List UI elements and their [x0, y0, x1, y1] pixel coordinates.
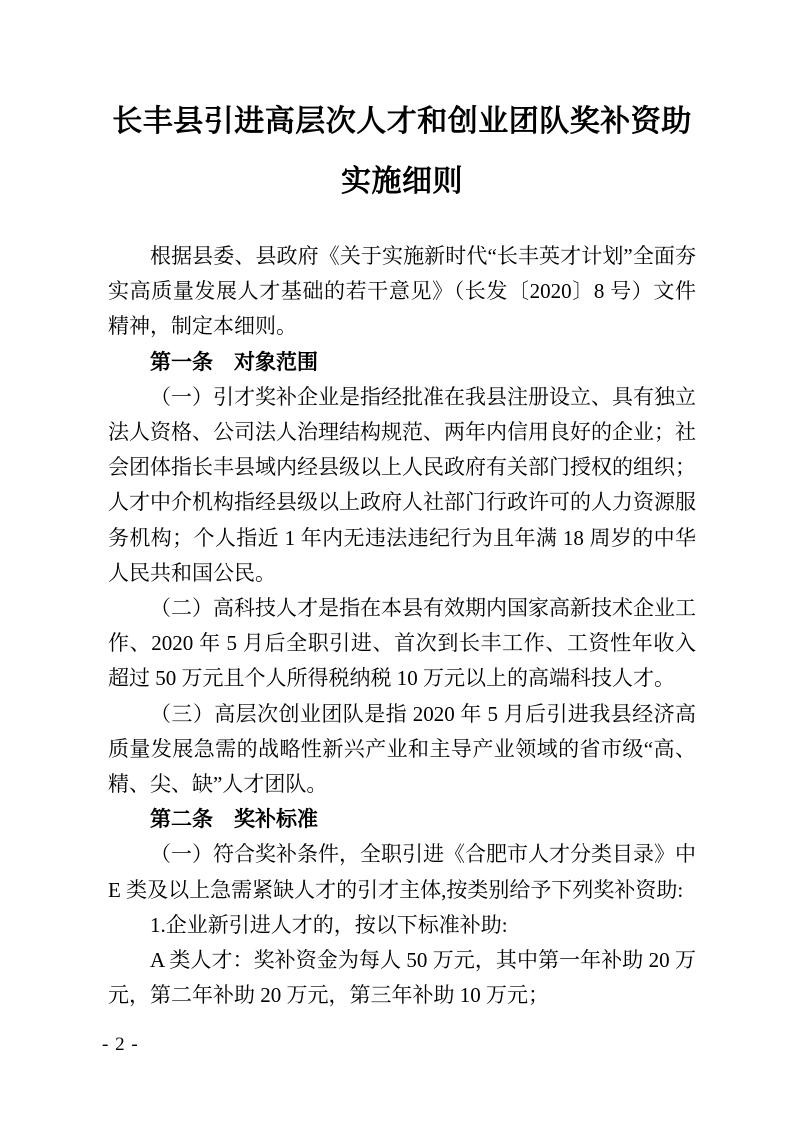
- paragraph-article1-item2: （二）高科技人才是指在本县有效期内国家高新技术企业工作、2020 年 5 月后全职引进、首次到长丰工作、工资性年收入超过 50 万元且个人所得税纳税 10 万元以上的高端科技人才。: [108, 596, 696, 691]
- document-title-line-1: 长丰县引进高层次人才和创业团队奖补资助: [112, 105, 692, 138]
- page-number: - 2 -: [102, 1034, 139, 1055]
- paragraph-article2-class-a: A 类人才：奖补资金为每人 50 万元，其中第一年补助 20 万元，第二年补助 20 万元，第三年补助 10 万元；: [108, 948, 696, 1008]
- page-content: [108, 92, 696, 1013]
- document-title-line-2: 实施细则: [341, 165, 463, 198]
- paragraph-article1-item3: （三）高层次创业团队是指 2020 年 5 月后引进我县经济高质量发展急需的战略性新兴产业和主导产业领域的省市级“高、精、尖、缺”人才团队。: [108, 701, 696, 797]
- paragraph-intro: 根据县委、县政府《关于实施新时代“长丰英才计划”全面夯实高质量发展人才基础的若干意见》（长发〔2020〕8 号）文件精神，制定本细则。: [108, 244, 696, 339]
- section-heading-article-1: 第一条 对象范围: [150, 350, 318, 374]
- paragraph-article2-item1: （一）符合奖补条件，全职引进《合肥市人才分类目录》中E 类及以上急需紧缺人才的引才主体,按类别给予下列奖补资助:: [108, 842, 696, 902]
- paragraph-article1-item1: （一）引才奖补企业是指经批准在我县注册设立、具有独立法人资格、公司法人治理结构规范、两年内信用良好的企业；社会团体指长丰县域内经县级以上人民政府有关部门授权的组织；人才中介机构指经县级以上政府人社部门行政许可的人力资源服务机构；个人指近 1 年内无违法违纪行为且年满 18 周岁的中华人民共和国公民。: [108, 384, 696, 585]
- document-body: [108, 239, 696, 1013]
- paragraph-article2-sub1: 1.企业新引进人才的，按以下标准补助:: [150, 912, 508, 937]
- document-title: [108, 92, 696, 212]
- section-heading-article-2: 第二条 奖补标准: [150, 808, 318, 832]
